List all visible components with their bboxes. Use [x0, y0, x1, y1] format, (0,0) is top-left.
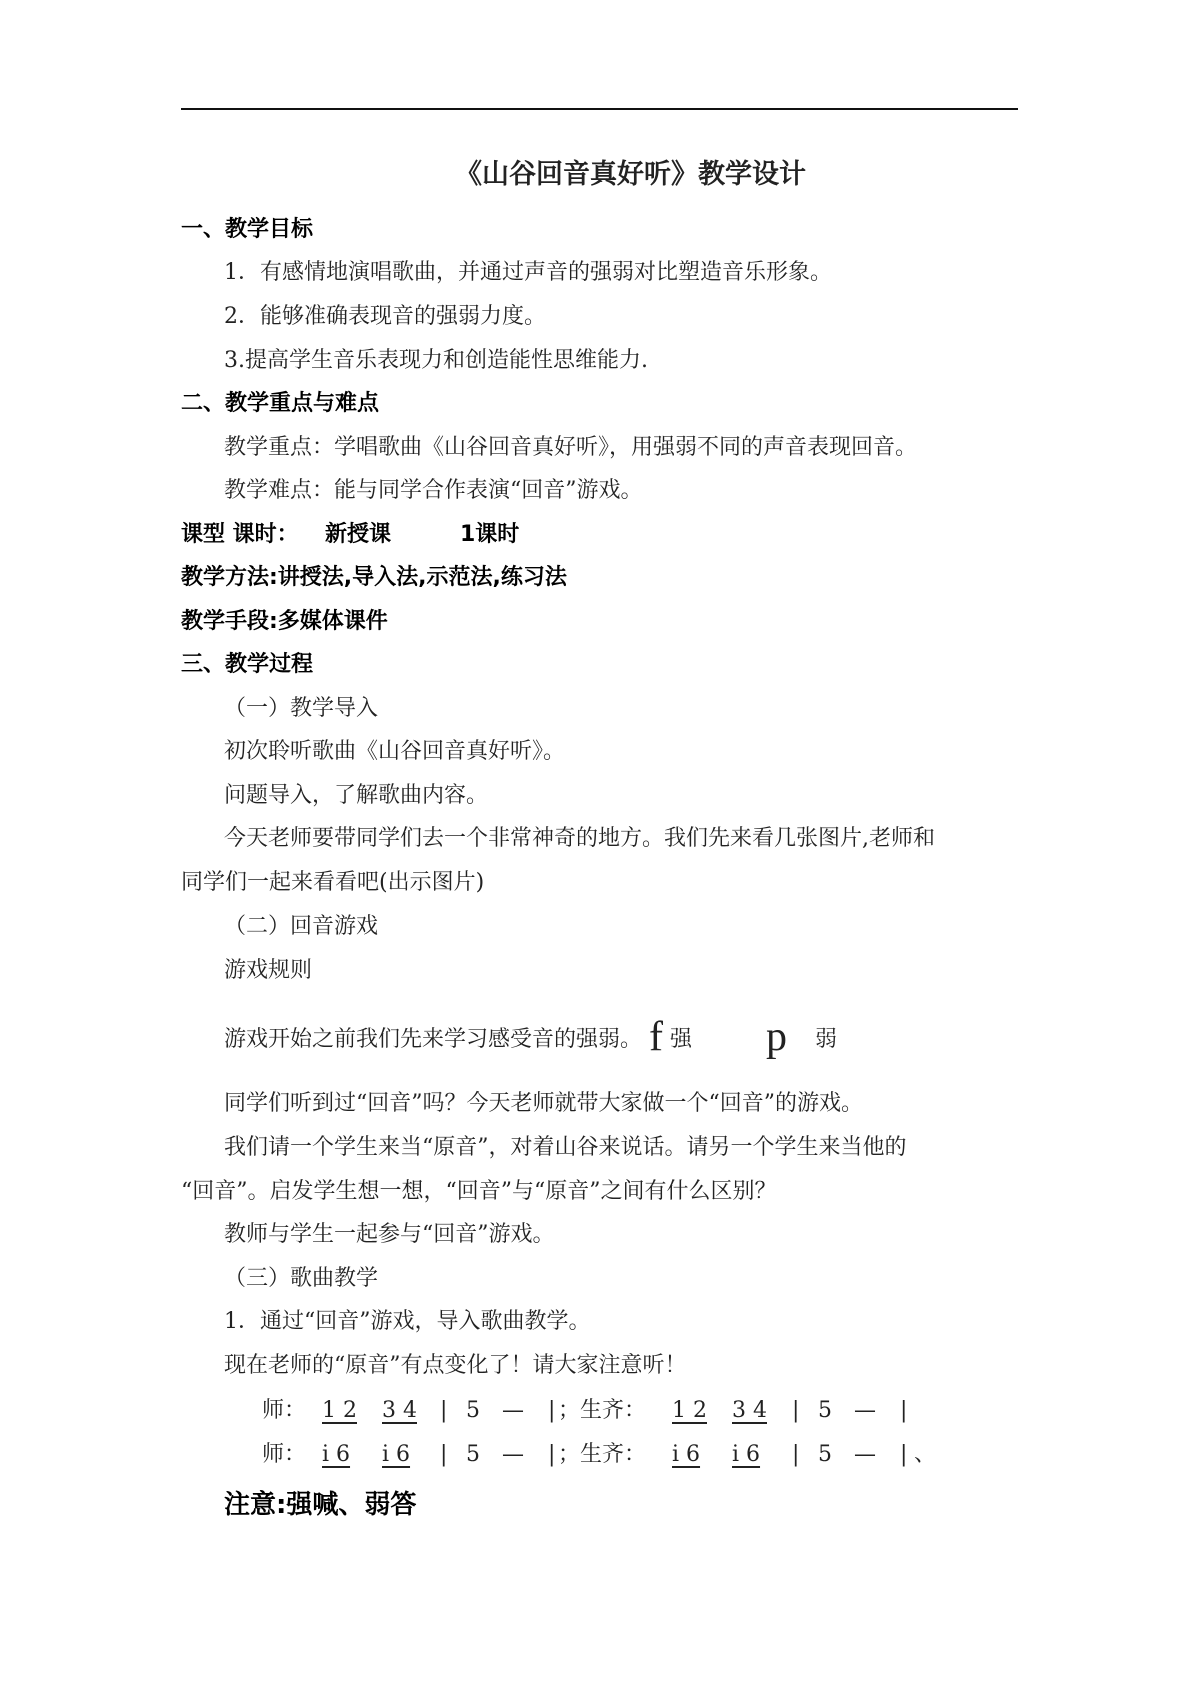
bar-line: |	[900, 1442, 908, 1467]
dash: —	[502, 1398, 524, 1423]
note-group: i 6	[322, 1442, 351, 1467]
piano-label: 弱	[815, 1027, 838, 1052]
dynamics-intro: 游戏开始之前我们先来学习感受音的强弱。	[224, 1027, 643, 1052]
students-label: ；生齐：	[558, 1442, 647, 1467]
section-1-heading: 一、教学目标	[181, 217, 314, 242]
goal-item-1: 1．有感情地演唱歌曲，并通过声音的强弱对比塑造音乐形象。	[224, 260, 832, 285]
goal-item-3: 3.提高学生音乐表现力和创造能性思维能力.	[224, 348, 648, 373]
note: 5	[818, 1398, 832, 1423]
teaching-method: 教学方法:讲授法,导入法,示范法,练习法	[181, 565, 567, 590]
part-1-paragraph-line-2: 同学们一起来看看吧(出示图片)	[181, 870, 485, 895]
part-1-listen: 初次聆听歌曲《山谷回音真好听》。	[224, 739, 566, 764]
note-group: 1 2	[672, 1398, 707, 1423]
key-point: 教学重点：学唱歌曲《山谷回音真好听》，用强弱不同的声音表现回音。	[224, 435, 918, 460]
teacher-label: 师：	[262, 1442, 307, 1467]
part-2-paragraph-line-2: “回音”。启发学生想一想，“回音”与“原音”之间有什么区别？	[181, 1179, 777, 1204]
piano-symbol: p	[766, 1014, 788, 1060]
note-group: i 6	[732, 1442, 761, 1467]
note: 5	[466, 1398, 480, 1423]
bar-line: |	[440, 1398, 448, 1423]
trailing-mark: 、	[914, 1442, 937, 1467]
teaching-means: 教学手段:多媒体课件	[181, 609, 388, 634]
forte-label: 强	[670, 1027, 693, 1052]
note: 5	[466, 1442, 480, 1467]
goal-item-2: 2．能够准确表现音的强弱力度。	[224, 304, 546, 329]
part-3-intro: 1．通过“回音”游戏，导入歌曲教学。	[224, 1309, 591, 1334]
part-1-question: 问题导入，了解歌曲内容。	[224, 783, 489, 808]
section-3-heading: 三、教学过程	[181, 652, 314, 677]
bar-line: |	[900, 1398, 908, 1423]
dynamics-line	[224, 1016, 837, 1058]
section-2-heading: 二、教学重点与难点	[181, 391, 380, 416]
game-rules: 游戏规则	[224, 958, 313, 983]
note-group: i 6	[672, 1442, 701, 1467]
header-rule	[181, 108, 1018, 110]
part-1-heading: （一）教学导入	[224, 696, 379, 721]
part-1-paragraph-line-1: 今天老师要带同学们去一个非常神奇的地方。我们先来看几张图片,老师和	[224, 826, 935, 851]
part-2-echo-question: 同学们听到过“回音”吗？今天老师就带大家做一个“回音”的游戏。	[224, 1091, 863, 1116]
lesson-type-value: 新授课	[325, 522, 392, 547]
note-group: i 6	[382, 1442, 411, 1467]
students-label: ；生齐：	[558, 1398, 647, 1423]
note: 5	[818, 1442, 832, 1467]
lesson-type-label: 课型 课时：	[181, 522, 299, 547]
difficult-point: 教学难点：能与同学合作表演“回音”游戏。	[224, 478, 643, 503]
part-2-paragraph-line-1: 我们请一个学生来当“原音”，对着山谷来说话。请另一个学生来当他的	[224, 1135, 907, 1160]
page-title: 《山谷回音真好听》教学设计	[455, 159, 806, 190]
dash: —	[502, 1442, 524, 1467]
part-2-heading: （二）回音游戏	[224, 914, 379, 939]
bar-line: |	[792, 1442, 800, 1467]
bar-line: |	[548, 1398, 556, 1423]
note-group: 3 4	[732, 1398, 767, 1423]
teacher-label: 师：	[262, 1398, 307, 1423]
part-3-attention: 现在老师的“原音”有点变化了！请大家注意听！	[224, 1353, 687, 1378]
forte-symbol: f	[649, 1014, 664, 1060]
bar-line: |	[792, 1398, 800, 1423]
part-3-heading: （三）歌曲教学	[224, 1266, 379, 1291]
dash: —	[854, 1442, 876, 1467]
lesson-hours: 1课时	[460, 522, 520, 547]
bar-line: |	[440, 1442, 448, 1467]
part-2-participate: 教师与学生一起参与“回音”游戏。	[224, 1222, 555, 1247]
note-shout-answer: 注意:强喊、弱答	[224, 1490, 417, 1520]
note-group: 3 4	[382, 1398, 417, 1423]
note-group: 1 2	[322, 1398, 357, 1423]
dash: —	[854, 1398, 876, 1423]
bar-line: |	[548, 1442, 556, 1467]
